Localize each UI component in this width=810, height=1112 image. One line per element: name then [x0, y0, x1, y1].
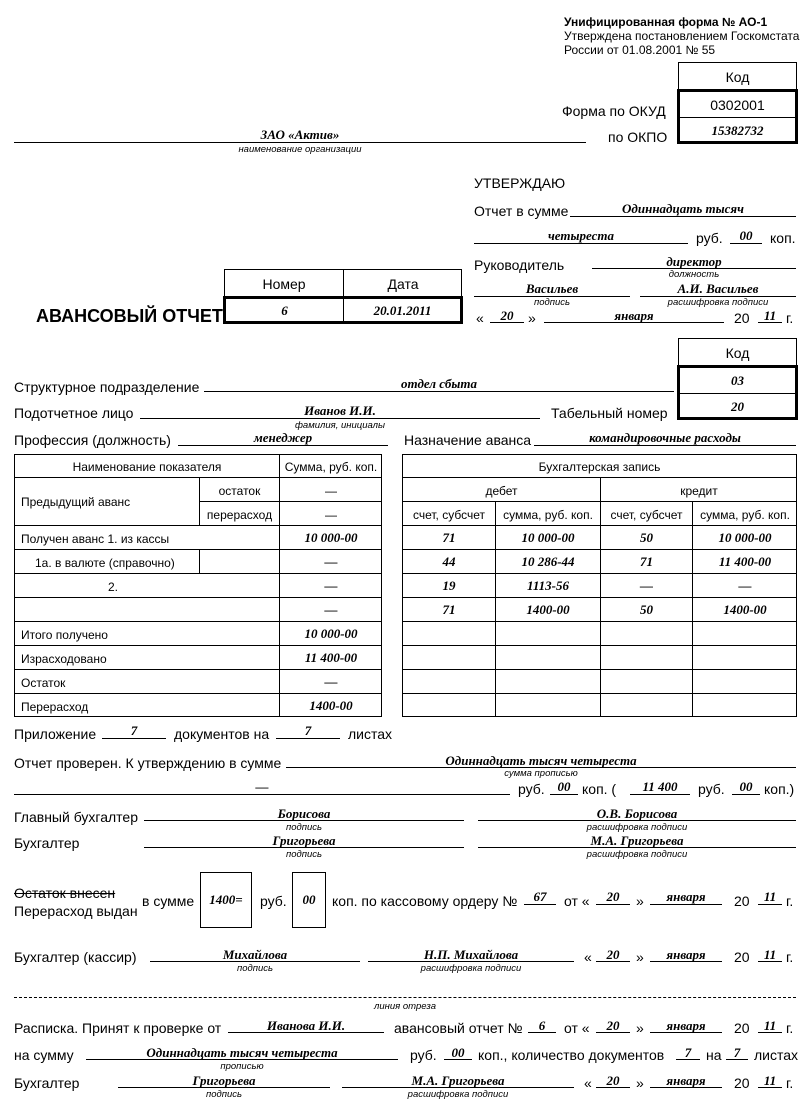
number-label: Номер — [262, 276, 306, 292]
rt-cell: 50 — [640, 530, 653, 545]
head-label: Руководитель — [474, 257, 565, 273]
cash-from: от « — [564, 893, 590, 909]
acc-decr-caption: расшифровка подписи — [586, 849, 688, 860]
kod-header-cell — [678, 62, 797, 90]
lt-currency: 1а. в валюте (справочно) — [35, 556, 175, 570]
lt-balance: Остаток — [21, 676, 66, 690]
prof-label: Профессия (должность) — [14, 432, 171, 448]
report-number: 6 — [281, 303, 288, 318]
rt-debit-amount: сумма, руб. коп. — [503, 508, 593, 522]
checked-dash: — — [255, 779, 269, 794]
receipt-label: Расписка. Принят к проверке от — [14, 1020, 222, 1036]
cashier-sign-caption: подпись — [236, 963, 274, 974]
chief-decr: О.В. Борисова — [596, 806, 678, 821]
person-label: Подотчетное лицо — [14, 405, 134, 421]
receipt-month: января — [666, 1018, 706, 1033]
person-value: Иванов И.И. — [304, 403, 376, 418]
lt-overspend-value: — — [325, 508, 337, 522]
receipt-report-no: 6 — [538, 1018, 546, 1033]
checked-kop2-value: 00 — [739, 779, 753, 794]
receipt-acc-decr: М.А. Григорьева — [411, 1073, 505, 1088]
head-position: директор — [666, 254, 722, 269]
cashier-year: 11 — [763, 947, 777, 962]
cashier-sign: Михайлова — [222, 947, 288, 962]
receipt-kop-value: 00 — [451, 1045, 465, 1060]
purpose-value: командировочные расходы — [589, 430, 741, 445]
receipt-kop-label: коп., количество документов — [478, 1047, 665, 1063]
rt-cell: 10 000-00 — [521, 530, 575, 545]
checked-kop-paren: коп. ( — [582, 781, 617, 797]
lt-spent: Израсходовано — [21, 652, 107, 666]
attach-sheets-label: листах — [348, 726, 393, 742]
receipt-month2: января — [666, 1073, 706, 1088]
lt-remainder: остаток — [218, 484, 261, 498]
rt-credit-amount: сумма, руб. коп. — [700, 508, 790, 522]
attach-docs-label: документов на — [174, 726, 270, 742]
rt-cell: 71 — [442, 530, 456, 545]
lt-row2: 2. — [107, 580, 118, 594]
cashier-open: « — [584, 949, 592, 965]
form-line-1: Унифицированная форма № АО-1 — [564, 15, 768, 29]
kod2-header — [678, 338, 797, 366]
cash-sum-label: в сумме — [142, 893, 195, 909]
purpose-label: Назначение аванса — [404, 432, 532, 448]
cashier-g: г. — [786, 949, 794, 965]
cash-day: 20 — [606, 889, 620, 904]
lt-total-received: Итого получено — [21, 628, 108, 642]
org-caption: наименование организации — [238, 144, 362, 155]
receipt-year2: 11 — [763, 1073, 777, 1088]
cashier-close: » — [636, 949, 644, 965]
receipt-acc-label: Бухгалтер — [14, 1075, 80, 1091]
cash-sum-value: 1400= — [209, 892, 243, 907]
number-date-values — [223, 296, 463, 324]
receipt-sum-caption: прописью — [220, 1061, 264, 1072]
person-caption: фамилия, инициалы — [294, 420, 386, 431]
prof-value: менеджер — [253, 430, 313, 445]
checked-label: Отчет проверен. К утверждению в сумме — [14, 755, 282, 771]
cash-rub: руб. — [260, 893, 287, 909]
acc-label: Бухгалтер — [14, 835, 80, 851]
rt-credit-account: счет, субсчет — [610, 508, 683, 522]
cash-year: 11 — [763, 889, 777, 904]
approve-day: 20 — [500, 308, 514, 323]
receipt-decr-caption: расшифровка подписи — [407, 1089, 509, 1100]
receipt-sheets-label: листах — [754, 1047, 799, 1063]
acc-sign: Григорьева — [272, 833, 336, 848]
chief-decr-caption: расшифровка подписи — [586, 822, 688, 833]
checked-sum-words: Одиннадцать тысяч четыреста — [445, 753, 637, 768]
receipt-rub: руб. — [410, 1047, 437, 1063]
rt-cell: 1113-56 — [527, 578, 569, 593]
lt-row2-value: — — [324, 578, 338, 593]
okpo-label: по ОКПО — [608, 129, 668, 145]
rt-cell: 1400-00 — [723, 602, 767, 617]
cash-g: г. — [786, 893, 794, 909]
rt-cell: — — [738, 578, 752, 593]
receipt-report-label: авансовый отчет № — [394, 1020, 523, 1036]
receipt-open: « — [584, 1075, 592, 1091]
signature-caption: подпись — [533, 297, 571, 308]
checked-caption: сумма прописью — [504, 768, 578, 779]
checked-kop2: коп.) — [764, 781, 795, 797]
date-label: Дата — [387, 276, 419, 292]
kod2-label: Код — [725, 345, 750, 361]
lt-currency-value: — — [324, 554, 338, 569]
cut-caption: линия отреза — [373, 1001, 436, 1012]
receipt-year-prefix: 20 — [734, 1020, 750, 1036]
cashier-year-prefix: 20 — [734, 949, 750, 965]
report-date: 20.01.2011 — [373, 303, 432, 318]
head-decryption: А.И. Васильев — [677, 281, 759, 296]
lt-balance-value: — — [324, 674, 338, 689]
attach-label: Приложение — [14, 726, 97, 742]
attach-docs: 7 — [130, 723, 138, 738]
approve-sum-line1: Одиннадцать тысяч — [622, 201, 744, 216]
rt-cell: 11 400-00 — [718, 554, 772, 569]
year-prefix: 20 — [734, 310, 750, 326]
lt-overspend: перерасход — [206, 508, 273, 522]
quote-open: « — [476, 310, 484, 326]
receipt-sum-words: Одиннадцать тысяч четыреста — [146, 1045, 338, 1060]
cashier-label: Бухгалтер (кассир) — [14, 949, 137, 965]
lt-prev-advance: Предыдущий аванс — [21, 495, 131, 509]
cash-overspend-label: Перерасход выдан — [14, 903, 138, 919]
cash-kop-value: 00 — [302, 892, 316, 907]
rt-title: Бухгалтерская запись — [538, 460, 661, 474]
rt-cell: 10 000-00 — [718, 530, 772, 545]
lt-received-value: 10 000-00 — [304, 530, 358, 545]
receipt-docs: 7 — [684, 1045, 692, 1060]
codes2-box — [677, 365, 798, 420]
checked-rub2: руб. — [698, 781, 725, 797]
kod-label: Код — [725, 69, 750, 85]
decryption-caption: расшифровка подписи — [667, 297, 769, 308]
okud-value: 0302001 — [710, 97, 765, 113]
rt-cell: 19 — [442, 578, 456, 593]
codes-box — [677, 89, 798, 144]
rt-cell: 71 — [442, 602, 456, 617]
head-signature: Васильев — [525, 281, 579, 296]
receipt-g: г. — [786, 1020, 794, 1036]
receipt-g2: г. — [786, 1075, 794, 1091]
lt-col2: Сумма, руб. коп. — [284, 460, 378, 474]
receipt-sheets: 7 — [733, 1045, 741, 1060]
position-caption: должность — [668, 269, 720, 280]
cash-kop-box — [292, 872, 326, 928]
report-title: АВАНСОВЫЙ ОТЧЕТ — [36, 306, 223, 326]
accounting-table — [402, 454, 797, 717]
receipt-year-prefix2: 20 — [734, 1075, 750, 1091]
lt-received: Получен аванс 1. из кассы — [21, 532, 170, 546]
cash-sum-box — [200, 872, 252, 928]
lt-over-value: 1400-00 — [309, 698, 353, 713]
lt-spent-value: 11 400-00 — [304, 650, 358, 665]
tab-label: Табельный номер — [551, 405, 668, 421]
rt-cell: 10 286-44 — [521, 554, 575, 569]
cash-remainder-label: Остаток внесен — [14, 885, 116, 901]
receipt-sign-caption: подпись — [205, 1089, 243, 1100]
approve-year: 11 — [763, 308, 777, 323]
org-name: ЗАО «Актив» — [260, 127, 340, 142]
receipt-day: 20 — [606, 1018, 620, 1033]
approve-kop: коп. — [770, 230, 796, 246]
rt-cell: — — [640, 578, 653, 593]
tab-number: 20 — [731, 399, 744, 414]
receipt-quote: » — [636, 1020, 644, 1036]
cashier-day: 20 — [606, 947, 620, 962]
checked-kop-value: 00 — [557, 779, 571, 794]
checked-amount: 11 400 — [642, 779, 678, 794]
acc-decr: М.А. Григорьева — [590, 833, 684, 848]
rt-cell: 44 — [442, 554, 456, 569]
receipt-on: на — [706, 1047, 722, 1063]
receipt-year: 11 — [763, 1018, 777, 1033]
cash-quote: » — [636, 893, 644, 909]
receipt-day2: 20 — [606, 1073, 620, 1088]
rt-credit: кредит — [680, 484, 718, 498]
attach-sheets: 7 — [304, 723, 312, 738]
cashier-decr: Н.П. Михайлова — [423, 947, 519, 962]
chief-sign: Борисова — [277, 806, 331, 821]
lt-row3-value: — — [324, 602, 338, 617]
chief-label: Главный бухгалтер — [14, 809, 138, 825]
receipt-close: » — [636, 1075, 644, 1091]
approve-kop-value: 00 — [739, 228, 753, 243]
cash-order-label: коп. по кассовому ордеру № — [332, 893, 518, 909]
quote-close: » — [528, 310, 536, 326]
lt-col1: Наименование показателя — [72, 460, 222, 474]
form-line-3: России от 01.08.2001 № 55 — [564, 43, 716, 57]
receipt-from-word: от « — [564, 1020, 590, 1036]
year-suffix: г. — [786, 310, 794, 326]
receipt-sum-label: на сумму — [14, 1047, 74, 1063]
approve-sum-label: Отчет в сумме — [474, 203, 569, 219]
approve-rub: руб. — [696, 230, 723, 246]
advance-table — [14, 454, 382, 717]
cash-month: января — [666, 889, 706, 904]
checked-rub: руб. — [518, 781, 545, 797]
rt-debit: дебет — [485, 484, 518, 498]
receipt-acc-sign: Григорьева — [192, 1073, 256, 1088]
rt-debit-account: счет, субсчет — [413, 508, 485, 522]
approve-sum-line2: четыреста — [547, 228, 615, 243]
cash-order-no: 67 — [533, 889, 547, 904]
approve-month: января — [614, 308, 654, 323]
lt-over: Перерасход — [21, 700, 89, 714]
chief-sign-caption: подпись — [285, 822, 323, 833]
rt-cell: 71 — [640, 554, 653, 569]
number-date-header — [224, 269, 462, 297]
rt-cell: 50 — [640, 602, 653, 617]
okud-label: Форма по ОКУД — [562, 103, 666, 119]
dept-label: Структурное подразделение — [14, 379, 200, 395]
lt-total-received-value: 10 000-00 — [304, 626, 358, 641]
form-line-2: Утверждена постановлением Госкомстата — [564, 29, 800, 43]
acc-sign-caption: подпись — [285, 849, 323, 860]
lt-remainder-value: — — [325, 484, 337, 498]
cut-line — [14, 997, 796, 998]
dept-value: отдел сбыта — [401, 376, 477, 391]
cashier-month: января — [666, 947, 706, 962]
rt-cell: 1400-00 — [526, 602, 570, 617]
receipt-from: Иванова И.И. — [266, 1018, 346, 1033]
dept-code: 03 — [731, 373, 744, 388]
cash-year-prefix: 20 — [734, 893, 750, 909]
cashier-decr-caption: расшифровка подписи — [420, 963, 522, 974]
approve-title: УТВЕРЖДАЮ — [474, 175, 566, 191]
okpo-value: 15382732 — [711, 123, 764, 138]
